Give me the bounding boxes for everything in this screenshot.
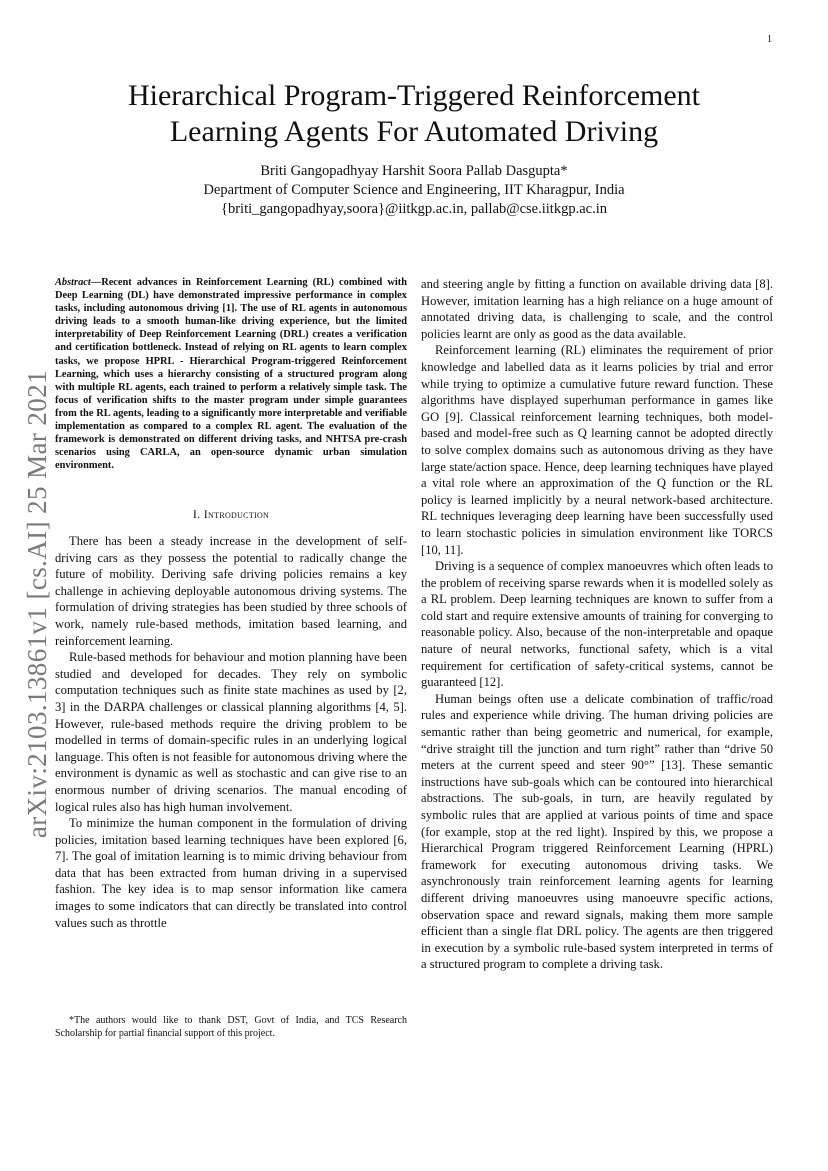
abstract-text: —Recent advances in Reinforcement Learning (RL) combined with Deep Learning (DL) have demonstrated impressive performance in complex tasks, including autonomous driving [1]. The use of RL agents in autonomous driving leads to a smooth human-like driving experience, but the limited interpretability of Deep Reinforcement Learning (DRL) creates a verification and certification bottleneck. Instead of relying on RL agents to learn complex tasks, we propose HPRL - Hierarchical Program-triggered Reinforcement Learning, which uses a hierarchy consisting of a structured program along with multiple RL agents, each trained to perform a relatively simple task. The focus of verification shifts to the master program under simple guarantees from the RL agents, leading to a significantly more interpretable and verifiable implementation as compared to a complex RL agent. The evaluation of the framework is demonstrated on different driving tasks, and NHTSA pre-crash scenarios using CARLA, an open-source dynamic urban simulation environment. [55, 277, 407, 472]
affiliation: Department of Computer Science and Engineering, IIT Kharagpur, India [203, 182, 625, 198]
page-number: 1 [767, 34, 772, 45]
paper-title [60, 78, 768, 150]
author-emails: {briti_gangopadhyay,soora}@iitkgp.ac.in, pallab@cse.iitkgp.ac.in [221, 201, 607, 217]
paragraph: Driving is a sequence of complex manoeuvres which often leads to the problem of receiving sparse rewards when it is modelled solely as a RL problem. Deep learning techniques are known to suffer from a cold start and require extensive amounts of training for converging to reasonable policy. Also, because of the non-interpretable and opaque nature of neural networks, functional safety, which is a vital requirement for certification of safety-critical systems, cannot be guaranteed [12]. [421, 559, 773, 690]
abstract [55, 276, 407, 472]
paragraph: Human beings often use a delicate combination of traffic/road rules and experience while driving. The human driving policies are semantic rather than being geometric and numerical, for example, “drive straight till the junction and turn right” rather than “drive 50 meters at the current speed and steer 90°” [13]. These semantic instructions have sub-goals which can be contoured into hierarchical abstractions. The sub-goals, in turn, are heavily regulated by symbolic rules that are applied at various points of time and space (for example, stop at the red light). Inspired by this, we propose a Hierarchical Program triggered Reinforcement Learning (HPRL) framework for executing autonomous driving tasks. We asynchronously train reinforcement learning agents for learning different driving manoeuvres using manoeuvre specific actions, observation space and reward signals, making them more sample efficient than a single flat DRL policy. The agents are then triggered in execution by a symbolic rule-based system interpreted in terms of a structured program to complete a driving task. [421, 691, 773, 972]
paragraph: and steering angle by fitting a function on available driving data [8]. However, imitation learning has a high reliance on a huge amount of annotated driving data, is challenging to scale, and the control policies learnt are only as good as the data available. [421, 277, 773, 341]
title-line-2: Learning Agents For Automated Driving [169, 115, 659, 148]
section-heading-introduction: I. Introduction [192, 507, 270, 522]
footnote: *The authors would like to thank DST, Govt of India, and TCS Research Scholarship for partial financial support of this project. [55, 1015, 407, 1039]
paragraph: To minimize the human component in the formulation of driving policies, imitation based learning techniques have been explored [6, 7]. The goal of imitation learning is to mimic driving behaviour from data that has been extracted from human driving in a supervised fashion. The key idea is to map sensor information like camera images to some indicators that can directly be translated into control values such as throttle [55, 816, 407, 930]
left-column [55, 276, 407, 931]
paragraph: There has been a steady increase in the development of self-driving cars as they possess the potential to radically change the future of mobility. Deriving safe driving policies remains a key challenge in achieving deployable autonomous driving systems. The formulation of driving strategies has been studied by three schools of work, namely rule-based methods, imitation based learning, and reinforcement learning. [55, 534, 407, 648]
paragraph: Rule-based methods for behaviour and motion planning have been studied and developed for decades. They rely on symbolic computation techniques such as finite state machines as used by [2, 3] in the DARPA challenges or classical planning algorithms [4, 5]. However, rule-based methods require the driving problem to be modelled in terms of domain-specific rules in an underlying logical language. This often is not feasible for autonomous driving where the environment is dynamic as well as stochastic and can give rise to an enormous number of driving scenarios. The manual encoding of logical rules also has high human involvement. [55, 650, 407, 814]
arxiv-stamp: arXiv:2103.13861v1 [cs.AI] 25 Mar 2021 [22, 370, 52, 839]
right-column [421, 276, 773, 973]
title-line-1: Hierarchical Program-Triggered Reinforcement [127, 79, 700, 112]
abstract-label: Abstract [55, 277, 91, 288]
paper-header [60, 78, 768, 219]
paragraph: Reinforcement learning (RL) eliminates the requirement of prior knowledge and labelled data as it learns policies by trial and error while trying to optimize a cumulative future reward function. These algorithms have displayed superhuman performance in games like GO [9]. Classical reinforcement learning techniques, both model-based and model-free such as Q learning cannot be adopted directly to solve complex domains such as autonomous driving as they have large state/action space. Hence, deep learning techniques have played a vital role where an approximation of the Q function or the RL policy is learned implicitly by a neural network-based architecture. RL techniques leveraging deep learning have been successfully used to learn stochastic policies in simulation environment like TORCS [10, 11]. [421, 343, 773, 557]
authors: Briti Gangopadhyay Harshit Soora Pallab Dasgupta* [260, 163, 568, 179]
